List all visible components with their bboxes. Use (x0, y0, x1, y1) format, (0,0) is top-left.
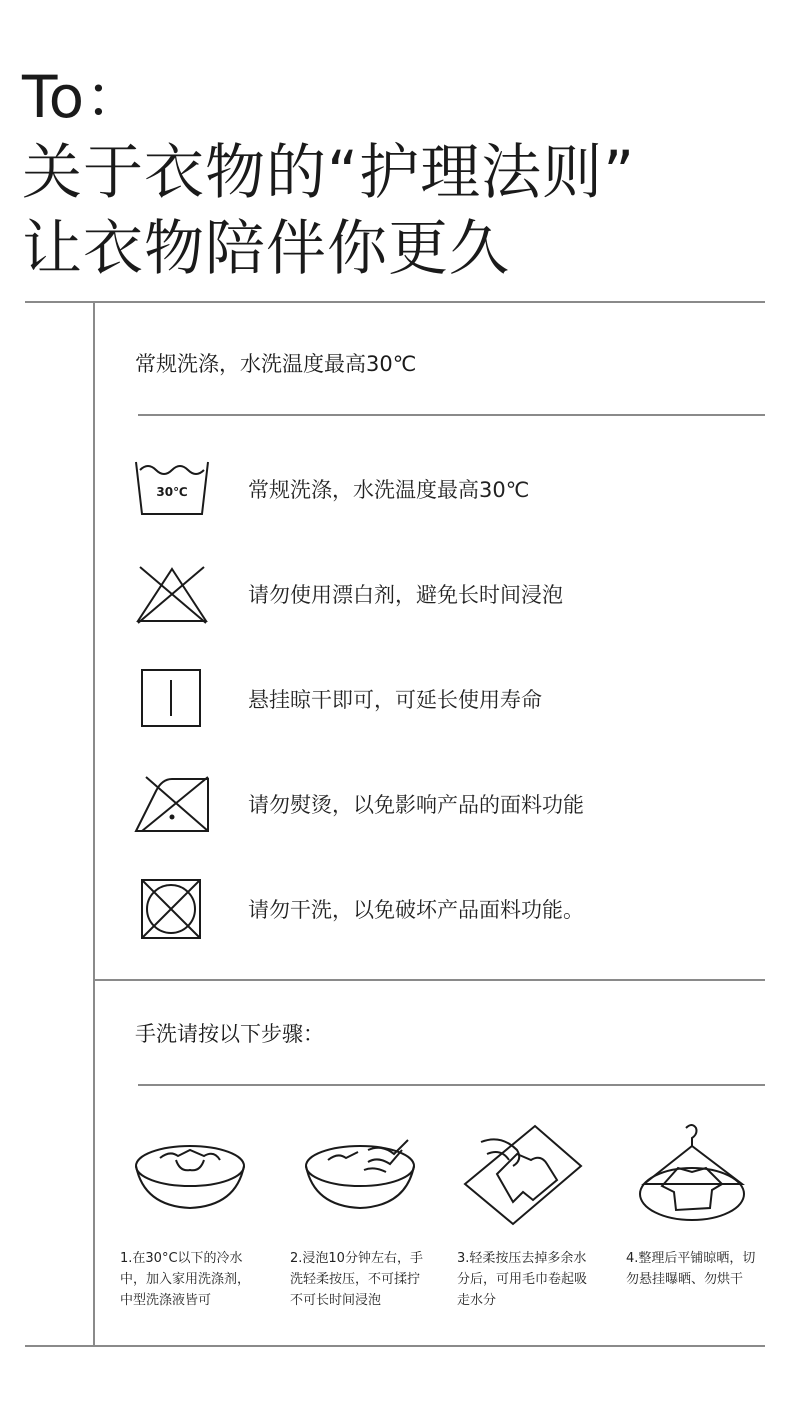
care-text-iron: 请勿熨烫，以免影响产品的面料功能 (248, 793, 584, 817)
step-text-3: 3.轻柔按压去掉多余水分后，可用毛巾卷起吸走水分 (457, 1251, 588, 1308)
no-bleach-icon (132, 563, 212, 627)
wash-30-icon (132, 458, 212, 522)
title-longer-life: 让衣物陪伴你更久 (22, 214, 510, 284)
line-dry-icon (132, 668, 212, 732)
handwash-section-heading: 手洗请按以下步骤： (135, 1022, 324, 1046)
divider-middle (94, 979, 765, 981)
step-text-2: 2.浸泡10分钟左右，手洗轻柔按压，不可揉拧不可长时间浸泡 (290, 1251, 423, 1308)
care-item-dryclean (132, 878, 732, 942)
divider-vertical (93, 302, 95, 1347)
flat-dry-icon (626, 1120, 766, 1230)
basin-icon (120, 1120, 260, 1230)
towel-press-icon (457, 1120, 597, 1230)
care-text-bleach: 请勿使用漂白剂，避免长时间浸泡 (248, 583, 563, 607)
step-text-4: 4.整理后平铺晾晒，切勿悬挂曝晒、勿烘干 (626, 1251, 756, 1287)
care-item-dry (132, 668, 732, 732)
divider-bottom (25, 1345, 765, 1347)
care-item-wash (132, 458, 732, 522)
care-heading-underline (138, 414, 765, 416)
no-iron-icon (132, 773, 212, 837)
divider-top (25, 301, 765, 303)
care-item-bleach (132, 563, 732, 627)
hands-in-basin-icon (290, 1120, 430, 1230)
care-section-heading: 常规洗涤，水洗温度最高30℃ (135, 352, 417, 376)
care-text-wash: 常规洗涤，水洗温度最高30℃ (248, 478, 530, 502)
handwash-heading-underline (138, 1084, 765, 1086)
title-care-rules: 关于衣物的“护理法则” (22, 138, 636, 208)
care-item-iron (132, 773, 732, 837)
care-text-dryclean: 请勿干洗，以免破坏产品面料功能。 (248, 898, 584, 922)
no-dry-clean-icon (132, 878, 212, 942)
care-text-dry: 悬挂晾干即可，可延长使用寿命 (248, 688, 542, 712)
title-to: To： (22, 63, 145, 131)
step-text-1: 1.在30°C以下的冷水中，加入家用洗涤剂，中型洗涤液皆可 (120, 1251, 251, 1308)
wash-temp-label: 30℃ (156, 485, 188, 499)
